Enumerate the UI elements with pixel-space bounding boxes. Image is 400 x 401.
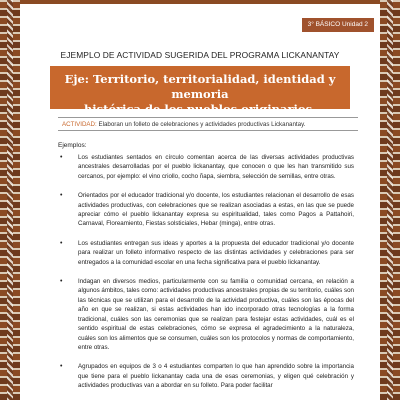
bullet-icon: • [60, 192, 63, 200]
document-title: EJEMPLO DE ACTIVIDAD SUGERIDA DEL PROGRAMA LICKANANTAY [60, 50, 340, 60]
list-item-text: Orientados por el educador tradicional y/o docente, los estudiantes relacionan el desarrollo de esas actividades productivas, con celebraciones que se realizan asociadas a estas, en las que se puede apreciar cómo el pueblo lickanantay expresa su espiritualidad, tales como Pagos a Pattahoiri, Carnaval, Floreamiento, Fiestas solsticiales, Hebar (minga), entre otras. [78, 192, 354, 228]
bullet-icon: • [60, 154, 63, 161]
eje-title-line-1: Eje: Territorio, territorialidad, identidad y memoria [64, 72, 336, 101]
activity-label: ACTIVIDAD: [62, 121, 97, 128]
list-item-text: Los estudiantes sentados en círculo comentan acerca de las diversas actividades productivas ancestrales desarrolladas por el pueblo lickanantay, que conocen o que les han transmitido sus cercanos, por ejemplo: el vino criollo, cocho ñapa, siembra, selección de semillas, entre otras. [78, 154, 354, 180]
list-item [56, 239, 354, 267]
left-decorative-border [0, 0, 20, 400]
list-item-text: Indagan en diversos medios, particularmente con su familia o comunidad cercana, en relación a algunos ámbitos, tales como: actividades productivas ancestrales propias de su territorio, cuáles son las técnicas que se utilizan para el desarrollo de la actividad productiva, cuáles son las épocas del año en que se realizan, si estas actividades han ido incorporado otras tecnologías a la forma tradicional, cuáles son las ceremonias que se realizan para festejar estas actividades, cuál es el sentido espiritual de estas celebraciones, cómo se expresa el agradecimiento a la naturaleza, cuáles son los alimentos que se consumen, cuáles son los protocolos y normas de comportamiento, entre otras. [78, 278, 354, 351]
top-strip [20, 0, 380, 4]
activity-text: Elaboran un folleto de celebraciones y actividades productivas Lickanantay. [98, 121, 306, 128]
eje-title-line-2: histórica de los pueblos originarios. [83, 102, 317, 116]
unit-tab: 3° BÁSICO Unidad 2 [302, 18, 374, 32]
list-item-text: Los estudiantes entregan sus ideas y aportes a la propuesta del educador tradicional y/o docente para realizar un folleto informativo respecto de las distintas actividades y celebraciones para ser entregados a la comunidad escolar en una fecha significativa para el pueblo lickanantay. [78, 239, 354, 266]
examples-heading: Ejemplos: [58, 142, 87, 149]
list-item [56, 191, 354, 229]
activity-bar [58, 117, 358, 131]
examples-list [56, 153, 354, 401]
bullet-icon: • [60, 278, 63, 286]
bullet-icon: • [60, 239, 63, 247]
bullet-icon: • [60, 363, 63, 371]
list-item [56, 153, 354, 181]
eje-banner [50, 66, 350, 116]
list-item [56, 277, 354, 352]
right-decorative-border [380, 0, 400, 400]
list-item-text: Agrupados en equipos de 3 o 4 estudiantes comparten lo que han aprendido sobre la importancia que tiene para el pueblo lickanantay cada una de esas ceremonias, y eligen qué celebración y actividades productivas van a abordar en su folleto. Para poder facilitar [78, 363, 354, 390]
list-item [56, 362, 354, 390]
